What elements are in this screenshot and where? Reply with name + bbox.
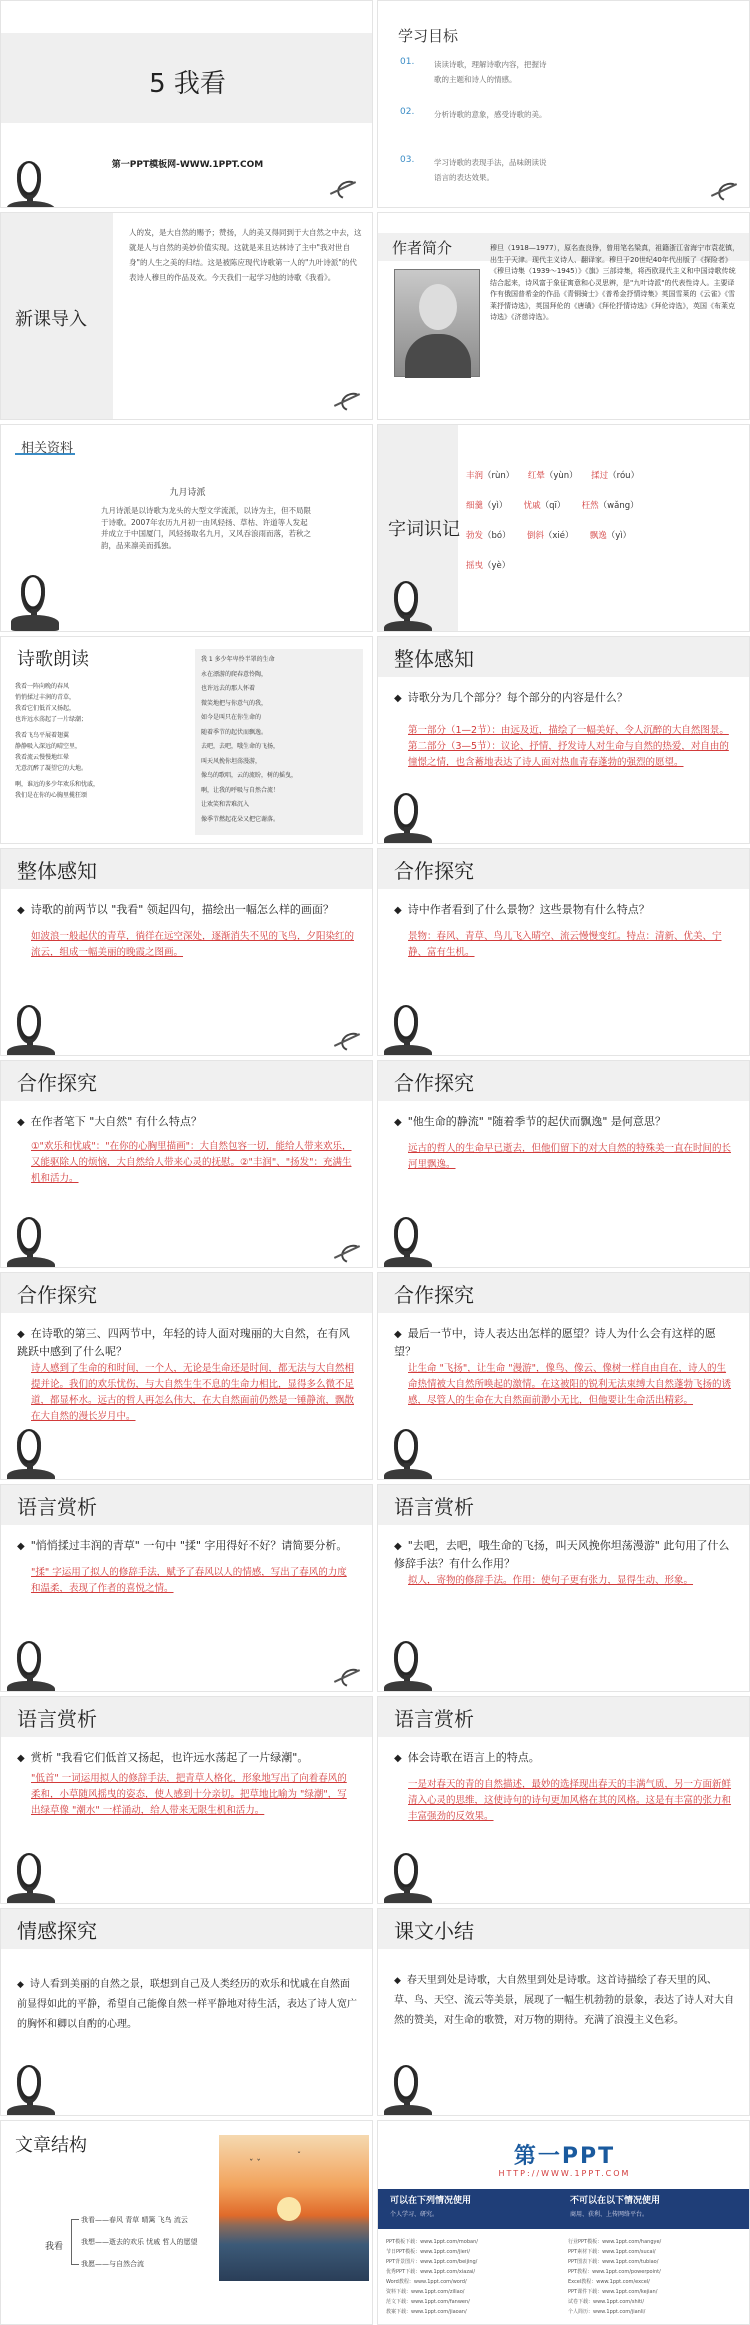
branch-3: 我愿——与自然合流	[81, 2260, 144, 2268]
link[interactable]: PPT背景图片：www.1ppt.com/beijing/	[386, 2259, 478, 2265]
answer: 诗人感到了生命的和时间，一个人，无论是生命还是时间，都无法与大自然相提并论。我们的欢乐忧伤，与大自然生生不息的生命力相比，显得多么微不足道，都显杯水。远古的哲人再怎么伟大，在大自然面前仍然是一锤静流，飘散在大自然的漫长岁月中。	[31, 1363, 355, 1422]
site-label: 第一PPT模板网-WWW.1PPT.COM	[111, 160, 264, 170]
slide-coop-4[interactable]	[0, 1272, 373, 1480]
crane-ink-icon	[7, 151, 57, 208]
crane-ink-icon	[384, 783, 434, 844]
link[interactable]: PPT图表下载：www.1ppt.com/tubiao/	[568, 2259, 659, 2265]
slide-lang-4[interactable]	[377, 1696, 750, 1904]
slide-intro[interactable]	[0, 212, 373, 420]
lesson-title: 5 我看	[149, 69, 226, 99]
question: ◆ 诗中作者看到了什么景物？这些景物有什么特点？	[394, 903, 650, 916]
crane-ink-icon	[7, 995, 57, 1056]
slide-title: 合作探究	[17, 1283, 97, 1307]
slide-title[interactable]	[0, 0, 373, 208]
answer: "揉" 字运用了拟人的修辞手法，赋予了春风以人的情感，写出了春风的力度和温柔，表现了作者的喜悦之情。	[31, 1567, 347, 1594]
author-text: 穆旦（1918—1977），原名查良铮，曾用笔名梁真，祖籍浙江省海宁市袁花镇，出生于天津。现代主义诗人、翻译家。穆旦于20世纪40年代出版了《探险者》《穆旦诗集（1939～1945）》《旗》三部诗集，将西欧现代主义和中国诗歌传统结合起来，诗风富于象征寓意和心灵思辨，是"九叶诗派"的代表性诗人。主要译作有俄国普希金的作品《青铜骑士》《普希金抒情诗集》英国雪莱的《云雀》《雪莱抒情诗选》，英国拜伦的《唐璜》《拜伦抒情诗选》《拜伦诗选》，英国《布莱克诗选》《济慈诗选》。	[490, 244, 740, 321]
background-subtitle: 九月诗派	[169, 488, 206, 498]
question: ◆ "他生命的静流" "随着季节的起伏而飘逸" 是何意思？	[394, 1115, 666, 1128]
question: ◆ 诗歌的前两节以 "我看" 领起四句，描绘出一幅怎么样的画面？	[17, 903, 334, 916]
answer: ①"欢乐和忧戚"："在你的心胸里描画"：大自然包容一切，能给人带来欢乐，又能驱除人的烦恼，大自然给人带来心灵的抚慰。②"丰润"、"扬发"：充满生机和活力。	[31, 1141, 352, 1184]
links-right	[568, 2237, 744, 2317]
crane-ink-icon	[7, 1419, 57, 1480]
question: ◆ 诗歌分为几个部分？每个部分的内容是什么？	[394, 691, 628, 704]
structure-title: 文章结构	[15, 2135, 87, 2156]
slide-emotion[interactable]	[0, 1908, 373, 2116]
intro-text: 人的发，是大自然的赐予；赞扬，人的美又得同到于大自然之中去，这就是人与自然的美妙价值实现。这就是来且达林诗了主中"我对世自身"的人生之美的归结。这是被陈应现代诗歌第一人的"九叶诗派"的代表诗人穆旦的作品及欢。今天我们一起学习他的诗歌《我看》。	[129, 228, 362, 282]
link[interactable]: 资料下载：www.1ppt.com/ziliao/	[386, 2289, 465, 2295]
slide-head	[1, 1061, 372, 1101]
link[interactable]: Excel教程：www.1ppt.com/excel/	[568, 2279, 650, 2285]
answer: 一是对春天的青的自然描述，最妙的选择现出春天的丰满气质，另一方面新鲜清入心灵的思维，这使诗句的诗句更加风格在其的风格。这是有丰富的张力和丰富强劲的反效果。	[408, 1779, 732, 1822]
crane-ink-icon	[384, 1207, 434, 1268]
slide-coop-3[interactable]	[377, 1060, 750, 1268]
slide-vocab[interactable]	[377, 424, 750, 632]
reading-title: 诗歌朗读	[17, 649, 89, 670]
sunset-sea-image: ˇ ˇ ˇ	[219, 2135, 369, 2281]
background-text: 九月诗派是以诗歌为龙头的大型文学流派，以诗为主，但不局限于诗歌。2007年农历九月初一由风轻扬、草枯、许道等人发起并成立于中国厦门，风轻扬取名九月，又风吞浪雨而落，若秋之韵，品来凛美而孤独。	[101, 506, 311, 550]
slide-author[interactable]	[377, 212, 750, 420]
answer: 如波浪一般起伏的青草，徜徉在远空深处，逐渐消失不见的飞鸟，夕阳染红的流云，组成一幅美丽的晚霞之图画。	[31, 931, 355, 958]
slide-head	[378, 637, 749, 677]
question: ◆ 在诗歌的第三、四两节中，年轻的诗人面对瑰丽的大自然，在有风跳跃中感到了什么呢？	[17, 1327, 350, 1358]
link[interactable]: Word教程：www.1ppt.com/word/	[386, 2279, 467, 2285]
question: ◆ 在作者笔下 "大自然" 有什么特点？	[17, 1115, 202, 1128]
slide-title: 整体感知	[394, 647, 474, 671]
author-photo	[394, 269, 480, 377]
plum-branch-icon	[331, 1241, 371, 1265]
crane-ink-icon	[384, 1631, 434, 1692]
slide-head	[378, 1485, 749, 1525]
goals-title: 学习目标	[398, 27, 459, 45]
crane-ink-icon	[7, 1843, 57, 1904]
vocab-title: 字词识记	[388, 519, 460, 540]
link[interactable]: 范文下载：www.1ppt.com/fanwen/	[386, 2299, 470, 2305]
link[interactable]: PPT模板下载：www.1ppt.com/moban/	[386, 2239, 478, 2245]
slide-coop-5[interactable]	[377, 1272, 750, 1480]
slide-copyright[interactable]	[377, 2120, 750, 2325]
structure-root: 我看	[45, 2242, 64, 2252]
ppt-logo: 第一PPT	[513, 2144, 616, 2169]
slide-background[interactable]	[0, 424, 373, 632]
vocab-list: 丰润（rùn） 红晕（yùn） 揉过（róu） 细羹（yì） 忧戚（qī） 枉然（wǎng） 勃发（bó） 倒斜（xié） 飘逸（yì） 摇曳（yè）	[466, 471, 640, 571]
question: ◆ 最后一节中，诗人表达出怎样的愿望？诗人为什么会有这样的愿望？	[394, 1327, 716, 1358]
usage-denied-title: 不可以在以下情况使用	[570, 2196, 661, 2206]
slide-goals[interactable]	[377, 0, 750, 208]
link[interactable]: 教案下载：www.1ppt.com/jiaoan/	[386, 2309, 467, 2315]
plum-branch-icon	[331, 1029, 371, 1053]
answer: 远古的哲人的生命早已逝去，但他们留下的对大自然的特殊美一直在时间的长河里飘逸。	[408, 1143, 732, 1170]
slide-title: 情感探究	[17, 1919, 97, 1943]
slide-title: 语言赏析	[394, 1707, 474, 1731]
slide-title: 合作探究	[17, 1071, 97, 1095]
link[interactable]: 节日PPT模板：www.1ppt.com/jieri/	[386, 2249, 470, 2255]
goal-num-1: 01.	[400, 57, 415, 67]
poem-left: 我看一阵向晚的春风 悄悄揉过丰润的青草， 我看它们低首又扬起， 也许远水荡起了一片绿潮； 我看飞鸟平展着翅翼 静静吸入深远的晴空里， 我看流云慢慢地红晕 无意沉醉了凝望它的大地。 啊，谁远的多少年欢乐和忧戚， 我们是在你的心胸里揽狂颂	[15, 683, 100, 799]
structure-bracket	[71, 2219, 79, 2265]
links-left	[386, 2237, 562, 2317]
slide-title: 合作探究	[394, 1071, 474, 1095]
slide-summary[interactable]	[377, 1908, 750, 2116]
answer: 景物：春风、青草、鸟儿飞入晴空、流云慢慢变红。特点：清新、优美、宁静、富有生机。	[408, 931, 722, 958]
slide-head	[1, 849, 372, 889]
crane-ink-icon	[384, 995, 434, 1056]
question: ◆ 赏析 "我看它们低首又扬起，也许远水荡起了一片绿潮"。	[17, 1751, 309, 1764]
question: ◆ 体会诗歌在语言上的特点。	[394, 1751, 540, 1764]
slide-title: 合作探究	[394, 859, 474, 883]
plum-branch-icon	[331, 389, 371, 413]
slide-title: 课文小结	[394, 1919, 474, 1943]
summary-text: ◆ 春天里到处是诗歌，大自然里到处是诗歌。这首诗描绘了春天里的风、草、鸟、天空、流云等美景，展现了一幅生机勃勃的景象，表达了诗人对大自然的赞美，对生命的歌赞，对万物的期待。充满了浪漫主义色彩。	[394, 1975, 734, 2026]
goal-text-2: 分析诗歌的意象，感受诗歌的美。	[434, 110, 547, 119]
link[interactable]: 个人简历：www.1ppt.com/jianli/	[568, 2309, 646, 2315]
slide-overall-1[interactable]	[377, 636, 750, 844]
branch-2: 我想——逝去的欢乐 忧戚 哲人的愿望	[81, 2238, 198, 2246]
usage-allowed-title: 可以在下列情况使用	[390, 2196, 472, 2206]
link[interactable]: PPT课件下载：www.1ppt.com/kejian/	[568, 2289, 658, 2295]
usage-allowed-sub: 个人学习、研究。	[390, 2211, 439, 2218]
ppt-url: HTTP://WWW.1PPT.COM	[498, 2169, 631, 2178]
usage-denied-sub: 商用、获利、上传网络平台。	[570, 2211, 649, 2218]
plum-branch-icon	[327, 177, 367, 201]
crane-ink-icon	[7, 1207, 57, 1268]
intro-title: 新课导入	[15, 309, 87, 330]
crane-ink-icon	[384, 571, 434, 632]
goal-text-3: 学习诗歌的表现手法，品味朗读说语言的表达效果。	[434, 158, 547, 182]
slide-overall-2[interactable]	[0, 848, 373, 1056]
slide-reading[interactable]	[0, 636, 373, 844]
link[interactable]: PPT素材下载：www.1ppt.com/sucai/	[568, 2249, 656, 2255]
link[interactable]: 优秀PPT下载：www.1ppt.com/xiazai/	[386, 2269, 476, 2275]
link[interactable]: 行业PPT模板：www.1ppt.com/hangye/	[568, 2239, 662, 2245]
crane-ink-icon	[384, 2055, 434, 2116]
slide-head	[378, 1697, 749, 1737]
answer: "低首" 一词运用拟人的修辞手法，把青草人格化，形象地写出了向着春风的柔和，小草随风摇曳的姿态，使人感到十分亲切。把草地比喻为 "绿潮"，写出绿草像 "潮水" 一样涌动，给人带来无限生机和活力。	[31, 1773, 347, 1816]
slide-lang-1[interactable]	[0, 1484, 373, 1692]
emotion-text: ◆ 诗人看到美丽的自然之景，联想到自己及人类经历的欢乐和忧戚在自然面前显得如此的平静，希望自己能像自然一样平静地对待生活，表达了诗人宽广的胸怀和卿以自酌的心理。	[17, 1979, 357, 2030]
goal-num-2: 02.	[400, 107, 415, 117]
slide-lang-3[interactable]	[0, 1696, 373, 1904]
goal-num-3: 03.	[400, 155, 415, 165]
slide-head	[1, 1273, 372, 1313]
slide-head	[378, 849, 749, 889]
answer: 拟人，寄物的修辞手法。作用：使句子更有张力，显得生动、形象。	[408, 1575, 694, 1586]
poem-right: 我 1 多少年卑怜半罩的生命 永在漂游的爬春意怜陶， 也许远去的那人怀着 微笑地把与你意气的我， 如今是叫只在你生命的 随着季节的起伏而飘逸。 去吧，去吧，哦生命的飞扬， 叫天风挽你坦荡漫游， 像鸟的歌唱，云的流盼，树的摇曳， 啊，让我的呼吸与自然合流！ 让欢笑和苦难沉入 像季节燃起花朵又把它谢落。	[201, 656, 298, 823]
crane-ink-icon	[11, 565, 61, 632]
slide-head	[1, 1909, 372, 1949]
crane-ink-icon	[7, 1631, 57, 1692]
answer: 让生命 "飞扬"，让生命 "漫游"，像鸟、像云、像树一样自由自在，诗人的生命热情被大自然所唤起的激情。在这被阳的锐利无法束缚大自然蓬勃飞扬的诱感，尽管人的生命在大自然面前渺小无比，但他要让生命活出精彩。	[408, 1363, 732, 1406]
goal-text-1: 读读诗歌，理解诗歌内容，把握诗歌的主题和诗人的情感。	[434, 60, 547, 84]
branch-1: 我看——春风 青草 晴篱 飞鸟 流云	[81, 2216, 188, 2224]
slide-head	[378, 1273, 749, 1313]
link[interactable]: 试卷下载：www.1ppt.com/shiti/	[568, 2299, 645, 2305]
author-title: 作者简介	[392, 239, 453, 257]
link[interactable]: PPT教程：www.1ppt.com/powerpoint/	[568, 2269, 661, 2275]
slide-title: 语言赏析	[394, 1495, 474, 1519]
question: ◆ "悄悄揉过丰润的青草" 一句中 "揉" 字用得好不好？请简要分析。	[17, 1539, 348, 1552]
slide-structure[interactable]	[0, 2120, 373, 2325]
slide-coop-2[interactable]	[0, 1060, 373, 1268]
slide-title: 合作探究	[394, 1283, 474, 1307]
slide-head	[1, 1485, 372, 1525]
slide-coop-1[interactable]	[377, 848, 750, 1056]
slide-head	[378, 1909, 749, 1949]
crane-ink-icon	[384, 1843, 434, 1904]
question: ◆ "去吧，去吧，哦生命的飞扬，叫天风挽你坦荡漫游" 此句用了什么修辞手法？有什么作用？	[394, 1539, 730, 1570]
slide-head	[378, 1061, 749, 1101]
slide-title: 语言赏析	[17, 1707, 97, 1731]
background-title: 相关资料	[21, 441, 74, 456]
slide-lang-2[interactable]	[377, 1484, 750, 1692]
plum-branch-icon	[708, 179, 748, 203]
crane-ink-icon	[384, 1419, 434, 1480]
slide-title: 整体感知	[17, 859, 97, 883]
crane-ink-icon	[7, 2055, 57, 2116]
plum-branch-icon	[331, 1665, 371, 1689]
slide-title: 语言赏析	[17, 1495, 97, 1519]
slide-head	[1, 1697, 372, 1737]
answer: 第一部分（1—2节）：由远及近，描绘了一幅美好、令人沉醉的大自然图景。第二部分（3—5节）：议论、抒情，抒发诗人对生命与自然的热爱，对自由的憧憬之情，也含蓄地表达了诗人面对热血青春蓬勃的强烈的愿望。	[408, 725, 729, 768]
